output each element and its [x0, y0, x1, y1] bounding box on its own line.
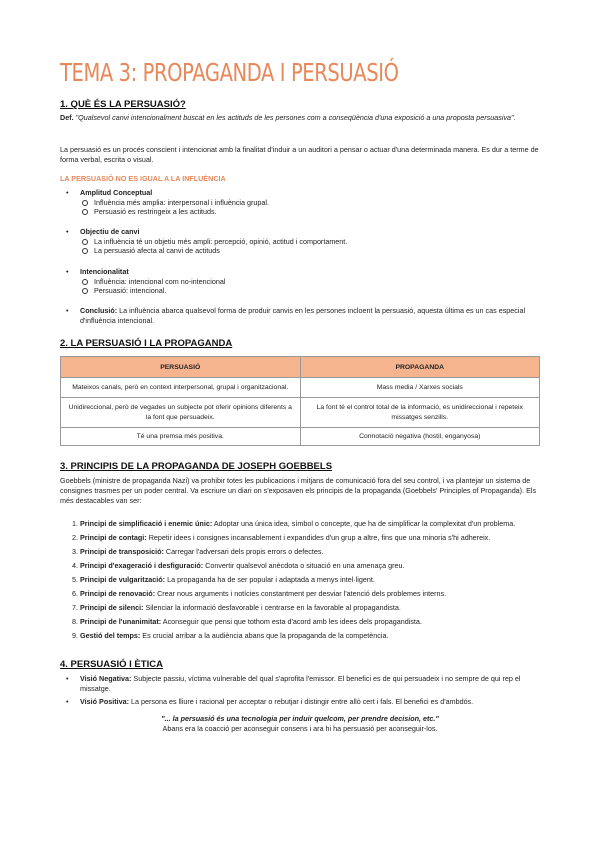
- page-title: TEMA 3: PROPAGANDA I PERSUASIÓ: [60, 58, 399, 87]
- sub-bullet: La persuasió afecta al canvi de actituds: [82, 246, 220, 256]
- def-label: Def.: [60, 113, 74, 122]
- goebbels-paragraph: Goebbels (ministre de propaganda Nazi) va prohibir totes les publicacions i mitjans de comunicació fora del seu control, i va plantejar un sistema de consignes trasmes per un poder central. Va escriure un diari on s'exposaven els principis de la propaganda (Goebbels' Principles of Propaganda). Els més destacables van ser:: [60, 476, 537, 505]
- sub-bullet: La influència té un objetiu més ampli: percepció, opinió, actitud i comportament.: [82, 237, 347, 247]
- section-4-heading: 4. PERSUASIÓ I ÈTICA: [60, 659, 163, 670]
- list-item: 4. Principi d'exageració i desfiguració: Convertir qualsevol anècdota o situació en una amenaça greu.: [72, 561, 405, 570]
- sub-bullet: Persuasió: intencional.: [82, 286, 166, 296]
- bullet-conclusio: • Conclusió: La influència abarca qualsevol forma de produir canvis en les persones incloent la persuasió, aquesta última es un cas especial d'influència intencional.: [66, 306, 526, 325]
- section-1-heading: 1. QUÈ ÉS LA PERSUASIÓ?: [60, 99, 186, 110]
- bullet-intencionalitat: • Intencionalitat: [66, 267, 129, 276]
- table-row: Té una premsa més positiva. Connotació negativa (hostil, enganyosa): [61, 428, 540, 446]
- bullet-amplitud: • Amplitud Conceptual: [66, 188, 153, 197]
- list-item: 1. Principi de simplificació i enemic únic: Adoptar una única idea, símbol o concepte, que ha de simplificar la complexitat d'un problema.: [72, 519, 516, 528]
- bullet-objectiu: • Objectiu de canvi: [66, 227, 140, 236]
- list-item: 6. Principi de renovació: Crear nous arguments i notícies constantment per desviar l'atenció dels problemes interns.: [72, 589, 447, 598]
- list-item: 7. Principi de silenci: Silenciar la informació desfavorable i centrarse en la favorable al propagandista.: [72, 603, 401, 612]
- sub-bullet: Persuasió es restringeix a les actituds.: [82, 207, 217, 217]
- orange-subheading: LA PERSUASIÓ NO ES IGUAL A LA INFLUÈNCIA: [60, 174, 226, 183]
- def-text: "Qualsevol canvi intencionalment buscat en les actituds de les persones com a conseqüència d'una exposició a una proposta persuasiva".: [75, 113, 516, 122]
- column-header-persuasio: PERSUASIÓ: [61, 357, 301, 378]
- list-item: 2. Principi de contagi: Repetir idees i consignes incansablement i expandides d'un grup a altre, fins que una minoria s'hi adhereix.: [72, 533, 491, 542]
- sub-bullet: Influència: intencional com no-intencional: [82, 277, 225, 287]
- table-row: Mateixos canals, però en context interpersonal, grupal i organitzacional. Mass media / Xarxes socials: [61, 378, 540, 398]
- column-header-propaganda: PROPAGANDA: [300, 357, 540, 378]
- list-item: 8. Principi de l'unanimitat: Aconseguir que pensi que tothom esta d'acord amb les idees dels propagandista.: [72, 617, 422, 626]
- quote-caption: Abans era la coacció per aconseguir consens i ara hi ha persuasió per aconseguir-los.: [162, 724, 438, 733]
- quote: "... la persuasió és una tecnologia per induir quelcom, per prendre decision, etc.": [161, 714, 439, 723]
- comparison-table: [60, 356, 540, 446]
- list-item: 9. Gestió del temps: Es crucial arribar a la audiència abans que la propaganda de la competència.: [72, 631, 389, 640]
- table-row: Unidireccional, però de vegades un subjecte pot oferir opinions diferents a la font que persuadeix. La font té el control total de la informació, es unidireccional i repeteix missatges senzills.: [61, 398, 540, 428]
- definition: [60, 113, 540, 123]
- bullet-visio-positiva: • Visió Positiva: La persona es lliure i racional per acceptar o rebutjar i distingir entre allò cert i fals. El benefici es d'ambdós.: [66, 697, 474, 706]
- section-3-heading: 3. PRINCIPIS DE LA PROPAGANDA DE JOSEPH GOEBBELS: [60, 461, 333, 472]
- bullet-visio-negativa: • Visió Negativa: Subjecte passiu, víctima vulnerable del qual s'aprofita l'emissor. El benefici es de qui persuadeix i no sempre de qui rep el missatge.: [66, 674, 521, 693]
- list-item: 5. Principi de vulgarització: La propaganda ha de ser popular i adaptada a menys intel·ligent.: [72, 575, 375, 584]
- list-item: 3. Principi de transposició: Carregar l'adversari dels propis errors o defectes.: [72, 547, 324, 556]
- persuasion-paragraph: La persuasió es un procés conscient i intencionat amb la finalitat d'induir a un auditori a pensar o actuar d'una determinada manera. Es dur a terme de forma verbal, escrita o visual.: [60, 145, 539, 164]
- sub-bullet: Influència més amplia: interpersonal i influència grupal.: [82, 198, 269, 208]
- section-2-heading: 2. LA PERSUASIÓ I LA PROPAGANDA: [60, 338, 233, 349]
